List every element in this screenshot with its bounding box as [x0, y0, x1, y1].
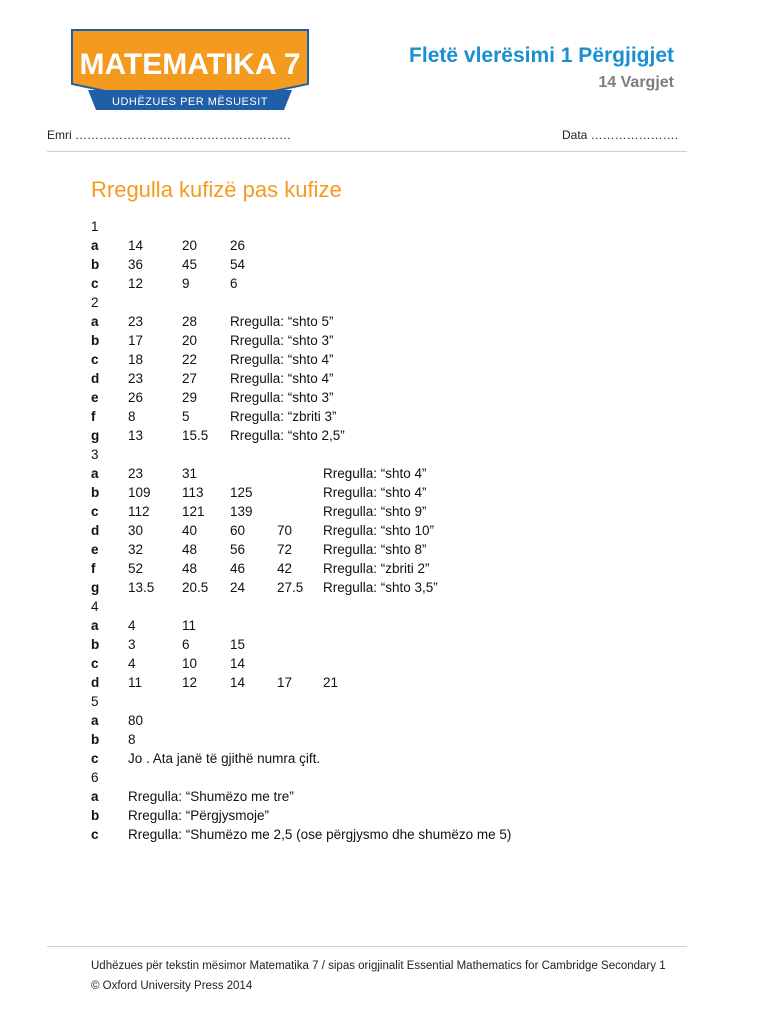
answer-cell: 15 — [230, 637, 246, 652]
answer-cell: 31 — [182, 466, 198, 481]
answer-label: f — [91, 561, 96, 576]
answer-label: f — [91, 409, 96, 424]
answer-cell: 26 — [230, 238, 246, 253]
answer-cell: 32 — [128, 542, 144, 557]
answer-label: d — [91, 523, 100, 538]
answer-cell: 121 — [182, 504, 205, 519]
matematika-7-logo — [70, 24, 310, 114]
answer-cell: 109 — [128, 485, 151, 500]
answer-row — [91, 825, 691, 844]
answer-label: b — [91, 637, 100, 652]
answer-cell: 14 — [230, 675, 246, 690]
answer-cell: 27 — [182, 371, 198, 386]
answer-cell: 21 — [323, 675, 339, 690]
answer-row — [91, 255, 691, 274]
answer-cell: Rregulla: “shto 8” — [323, 542, 427, 557]
answer-row — [91, 559, 691, 578]
answer-cell: 12 — [182, 675, 198, 690]
answer-cell: 48 — [182, 542, 198, 557]
answer-cell: 72 — [277, 542, 293, 557]
answer-cell: 13.5 — [128, 580, 155, 595]
question-number — [91, 597, 691, 616]
answer-cell: 20 — [182, 333, 198, 348]
question-number — [91, 692, 691, 711]
answer-row — [91, 483, 691, 502]
answer-row — [91, 616, 691, 635]
name-field-line: Emri ……………………………………………… — [47, 128, 291, 142]
answer-row — [91, 749, 691, 768]
answer-cell: 46 — [230, 561, 246, 576]
date-field-line: Data …………………. — [561, 128, 678, 142]
answer-cell: Rregulla: “shto 4” — [230, 352, 334, 367]
answer-cell: 60 — [230, 523, 246, 538]
logo-title: MATEMATIKA 7 — [79, 48, 301, 81]
answer-cell: 24 — [230, 580, 246, 595]
answer-row — [91, 806, 691, 825]
answer-row — [91, 654, 691, 673]
answer-label: c — [91, 827, 99, 842]
answer-cell: Rregulla: “shto 4” — [323, 466, 427, 481]
answer-cell: 139 — [230, 504, 253, 519]
answer-cell: 112 — [128, 504, 150, 519]
answer-cell: 18 — [128, 352, 144, 367]
answer-row — [91, 388, 691, 407]
answer-cell: Rregulla: “shto 3” — [230, 390, 334, 405]
answer-cell: Rregulla: “shto 4” — [323, 485, 427, 500]
answer-label: a — [91, 238, 99, 253]
answer-cell: 70 — [277, 523, 293, 538]
answer-row — [91, 312, 691, 331]
answer-cell: 15.5 — [182, 428, 209, 443]
answer-cell: 20 — [182, 238, 198, 253]
answer-cell: Rregulla: “shto 5” — [230, 314, 334, 329]
answer-label: d — [91, 371, 100, 386]
answer-cell: Rregulla: “Shumëzo me tre” — [128, 789, 294, 804]
question-number — [91, 217, 691, 236]
answer-cell: 17 — [128, 333, 144, 348]
answer-cell: 26 — [128, 390, 144, 405]
answer-row — [91, 236, 691, 255]
answer-cell: 52 — [128, 561, 144, 576]
answer-label: g — [91, 580, 100, 595]
answer-cell: Rregulla: “shto 10” — [323, 523, 435, 538]
answer-cell: 29 — [182, 390, 198, 405]
answer-label: c — [91, 352, 99, 367]
answer-cell: Rregulla: “shto 3,5” — [323, 580, 438, 595]
answer-label: g — [91, 428, 100, 443]
answer-cell: 23 — [128, 466, 144, 481]
question-number — [91, 293, 691, 312]
answer-row — [91, 578, 691, 597]
answer-cell: 80 — [128, 713, 144, 728]
answer-row — [91, 407, 691, 426]
answer-cell: Rregulla: “shto 9” — [323, 504, 427, 519]
question-number-text: 1 — [91, 219, 99, 234]
answer-cell: Rregulla: “zbriti 3” — [230, 409, 337, 424]
answer-label: a — [91, 466, 99, 481]
page-title: Fletë vlerësimi 1 Përgjigjet — [409, 44, 674, 67]
answer-cell: 27.5 — [277, 580, 304, 595]
page-subtitle: 14 Vargjet — [598, 74, 674, 91]
answer-row — [91, 521, 691, 540]
question-number — [91, 768, 691, 787]
answer-cell: 5 — [182, 409, 190, 424]
answer-row — [91, 464, 691, 483]
answer-cell: Rregulla: “shto 2,5” — [230, 428, 345, 443]
answers-list — [91, 217, 691, 844]
answer-row — [91, 730, 691, 749]
answer-cell: 36 — [128, 257, 144, 272]
answer-label: c — [91, 656, 99, 671]
answer-row — [91, 369, 691, 388]
answer-cell: 30 — [128, 523, 144, 538]
answer-cell: 56 — [230, 542, 246, 557]
answer-row — [91, 673, 691, 692]
question-number-text: 6 — [91, 770, 99, 785]
answer-cell: 12 — [128, 276, 144, 291]
answer-row — [91, 635, 691, 654]
answer-cell: 113 — [182, 485, 204, 500]
question-number-text: 2 — [91, 295, 99, 310]
answer-cell: Rregulla: “Përgjysmoje” — [128, 808, 270, 823]
section-title: Rregulla kufizë pas kufize — [91, 177, 342, 202]
answer-row — [91, 331, 691, 350]
answer-cell: 4 — [128, 656, 136, 671]
answer-label: b — [91, 257, 100, 272]
answer-cell: 22 — [182, 352, 198, 367]
answer-row — [91, 274, 691, 293]
answer-cell: 28 — [182, 314, 198, 329]
answer-cell: 4 — [128, 618, 136, 633]
question-number — [91, 445, 691, 464]
answer-label: c — [91, 751, 99, 766]
answer-cell: 20.5 — [182, 580, 209, 595]
answer-row — [91, 502, 691, 521]
answer-cell: Jo . Ata janë të gjithë numra çift. — [128, 751, 321, 766]
answer-cell: 23 — [128, 371, 144, 386]
answer-cell: 23 — [128, 314, 144, 329]
answer-label: e — [91, 542, 99, 557]
answer-label: a — [91, 618, 99, 633]
answer-label: d — [91, 675, 100, 690]
answer-cell: 3 — [128, 637, 136, 652]
footer-divider — [47, 946, 687, 947]
answer-cell: 40 — [182, 523, 198, 538]
answer-cell: 125 — [230, 485, 253, 500]
answer-label: a — [91, 314, 99, 329]
answer-row — [91, 540, 691, 559]
answer-cell: 13 — [128, 428, 144, 443]
answer-label: c — [91, 276, 99, 291]
answer-cell: Rregulla: “Shumëzo me 2,5 (ose përgjysmo dhe shumëzo me 5) — [128, 827, 512, 842]
logo-subtitle: UDHËZUES PER MËSUESIT — [112, 96, 268, 108]
answer-cell: Rregulla: “shto 4” — [230, 371, 334, 386]
answer-cell: 9 — [182, 276, 190, 291]
answer-cell: 17 — [277, 675, 293, 690]
answer-cell: 10 — [182, 656, 198, 671]
footer-copyright: © Oxford University Press 2014 — [91, 980, 253, 992]
question-number-text: 3 — [91, 447, 99, 462]
answer-label: b — [91, 333, 100, 348]
answer-cell: 14 — [128, 238, 144, 253]
answer-cell: 8 — [128, 732, 136, 747]
answer-label: a — [91, 713, 99, 728]
answer-cell: 54 — [230, 257, 246, 272]
answer-cell: 45 — [182, 257, 198, 272]
answer-label: c — [91, 504, 99, 519]
answer-cell: 6 — [230, 276, 238, 291]
answer-row — [91, 350, 691, 369]
answer-cell: 11 — [182, 618, 197, 633]
answer-label: b — [91, 732, 100, 747]
answer-cell: Rregulla: “zbriti 2” — [323, 561, 430, 576]
answer-row — [91, 787, 691, 806]
answer-cell: 11 — [128, 675, 143, 690]
answer-label: b — [91, 808, 100, 823]
answer-cell: 8 — [128, 409, 136, 424]
answer-label: b — [91, 485, 100, 500]
answer-row — [91, 426, 691, 445]
answer-row — [91, 711, 691, 730]
footer-credit: Udhëzues për tekstin mësimor Matematika 7 / sipas origjinalit Essential Mathematics for Cambridge Secondary 1 — [91, 960, 666, 972]
answer-label: a — [91, 789, 99, 804]
answer-cell: 48 — [182, 561, 198, 576]
question-number-text: 5 — [91, 694, 99, 709]
answer-cell: 42 — [277, 561, 293, 576]
answer-cell: 14 — [230, 656, 246, 671]
answer-cell: 6 — [182, 637, 190, 652]
header-divider — [47, 151, 687, 152]
answer-cell: Rregulla: “shto 3” — [230, 333, 334, 348]
question-number-text: 4 — [91, 599, 99, 614]
answer-label: e — [91, 390, 99, 405]
